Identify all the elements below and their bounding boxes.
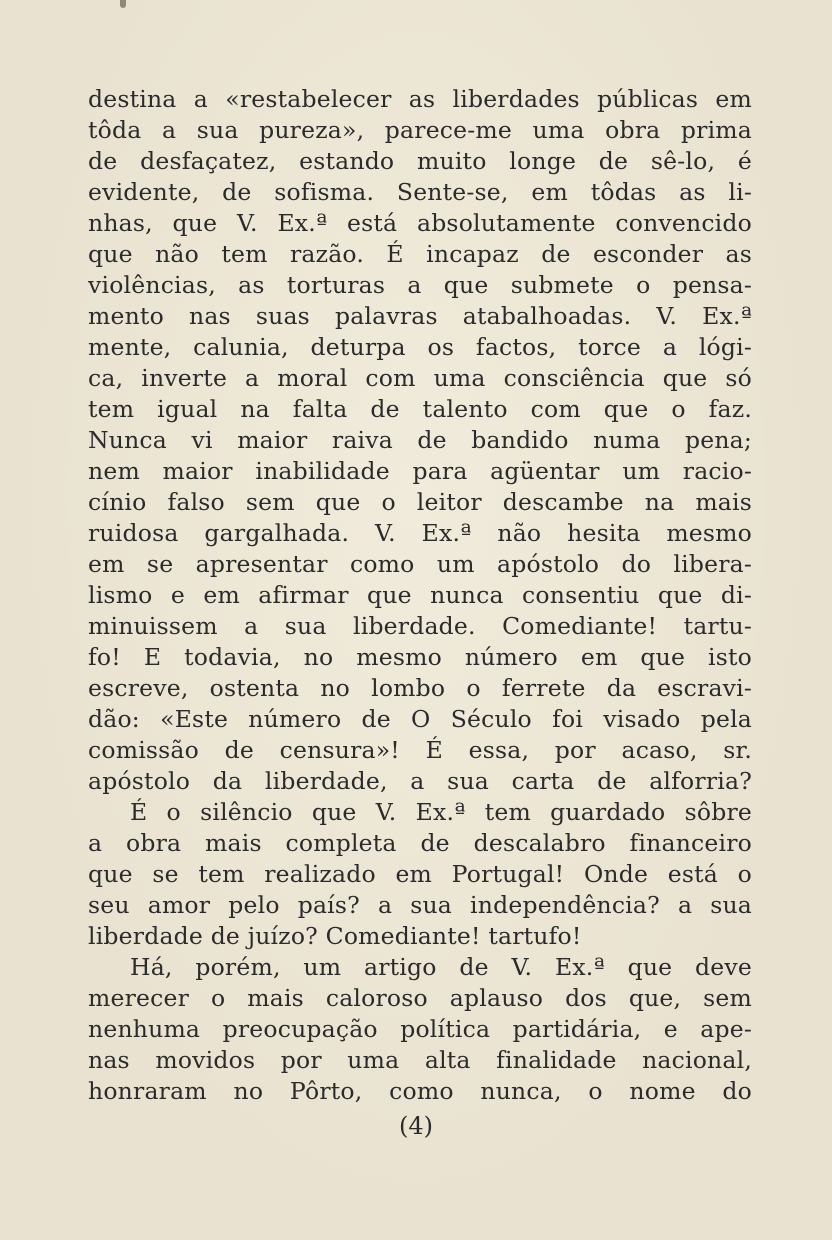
text-line: de desfaçatez, estando muito longe de sê-lo, é <box>88 147 752 175</box>
text-line: que não tem razão. É incapaz de esconder as <box>88 240 752 268</box>
text-line: nem maior inabilidade para agüentar um racio- <box>88 457 752 485</box>
text-line: escreve, ostenta no lombo o ferrete da escravi- <box>88 674 752 702</box>
text-line: apóstolo da liberdade, a sua carta de alforria? <box>88 767 752 795</box>
text-line: violências, as torturas a que submete o pensa- <box>88 271 752 299</box>
text-line: lismo e em afirmar que nunca consentiu que di- <box>88 581 752 609</box>
text-line: minuissem a sua liberdade. Comediante! tartu- <box>88 612 752 640</box>
text-line: destina a «restabelecer as liberdades públicas em <box>88 85 752 113</box>
text-line: a obra mais completa de descalabro financeiro <box>88 829 752 857</box>
text-line: É o silêncio que V. Ex.ª tem guardado sôbre <box>130 798 752 826</box>
text-line: tôda a sua pureza», parece-me uma obra prima <box>88 116 752 144</box>
text-line: cínio falso sem que o leitor descambe na mais <box>88 488 752 516</box>
text-line: comissão de censura»! É essa, por acaso, sr. <box>88 736 752 764</box>
text-line: honraram no Pôrto, como nunca, o nome do <box>88 1077 752 1105</box>
body-text <box>88 84 752 1107</box>
text-line: nas movidos por uma alta finalidade nacional, <box>88 1046 752 1074</box>
text-line: Nunca vi maior raiva de bandido numa pena; <box>88 426 752 454</box>
text-line: ruidosa gargalhada. V. Ex.ª não hesita mesmo <box>88 519 752 547</box>
text-line: Há, porém, um artigo de V. Ex.ª que deve <box>130 953 752 981</box>
text-line: fo! E todavia, no mesmo número em que isto <box>88 643 752 671</box>
text-line: mente, calunia, deturpa os factos, torce a lógi- <box>88 333 752 361</box>
text-line: ca, inverte a moral com uma consciência que só <box>88 364 752 392</box>
text-line: liberdade de juízo? Comediante! tartufo! <box>88 922 582 950</box>
page-number: (4) <box>399 1112 433 1140</box>
text-line: que se tem realizado em Portugal! Onde está o <box>88 860 752 888</box>
text-line: mento nas suas palavras atabalhoadas. V. Ex.ª <box>88 302 752 330</box>
ink-blot <box>120 0 126 8</box>
text-line: merecer o mais caloroso aplauso dos que, sem <box>88 984 752 1012</box>
text-line: nhas, que V. Ex.ª está absolutamente convencido <box>88 209 752 237</box>
text-line: seu amor pelo país? a sua independência? a sua <box>88 891 752 919</box>
text-line: nenhuma preocupação política partidária, e ape- <box>88 1015 752 1043</box>
text-line: tem igual na falta de talento com que o faz. <box>88 395 752 423</box>
text-line: dão: «Este número de O Século foi visado pela <box>88 705 752 733</box>
text-line: evidente, de sofisma. Sente-se, em tôdas as li- <box>88 178 752 206</box>
text-line: em se apresentar como um apóstolo do libera- <box>88 550 752 578</box>
